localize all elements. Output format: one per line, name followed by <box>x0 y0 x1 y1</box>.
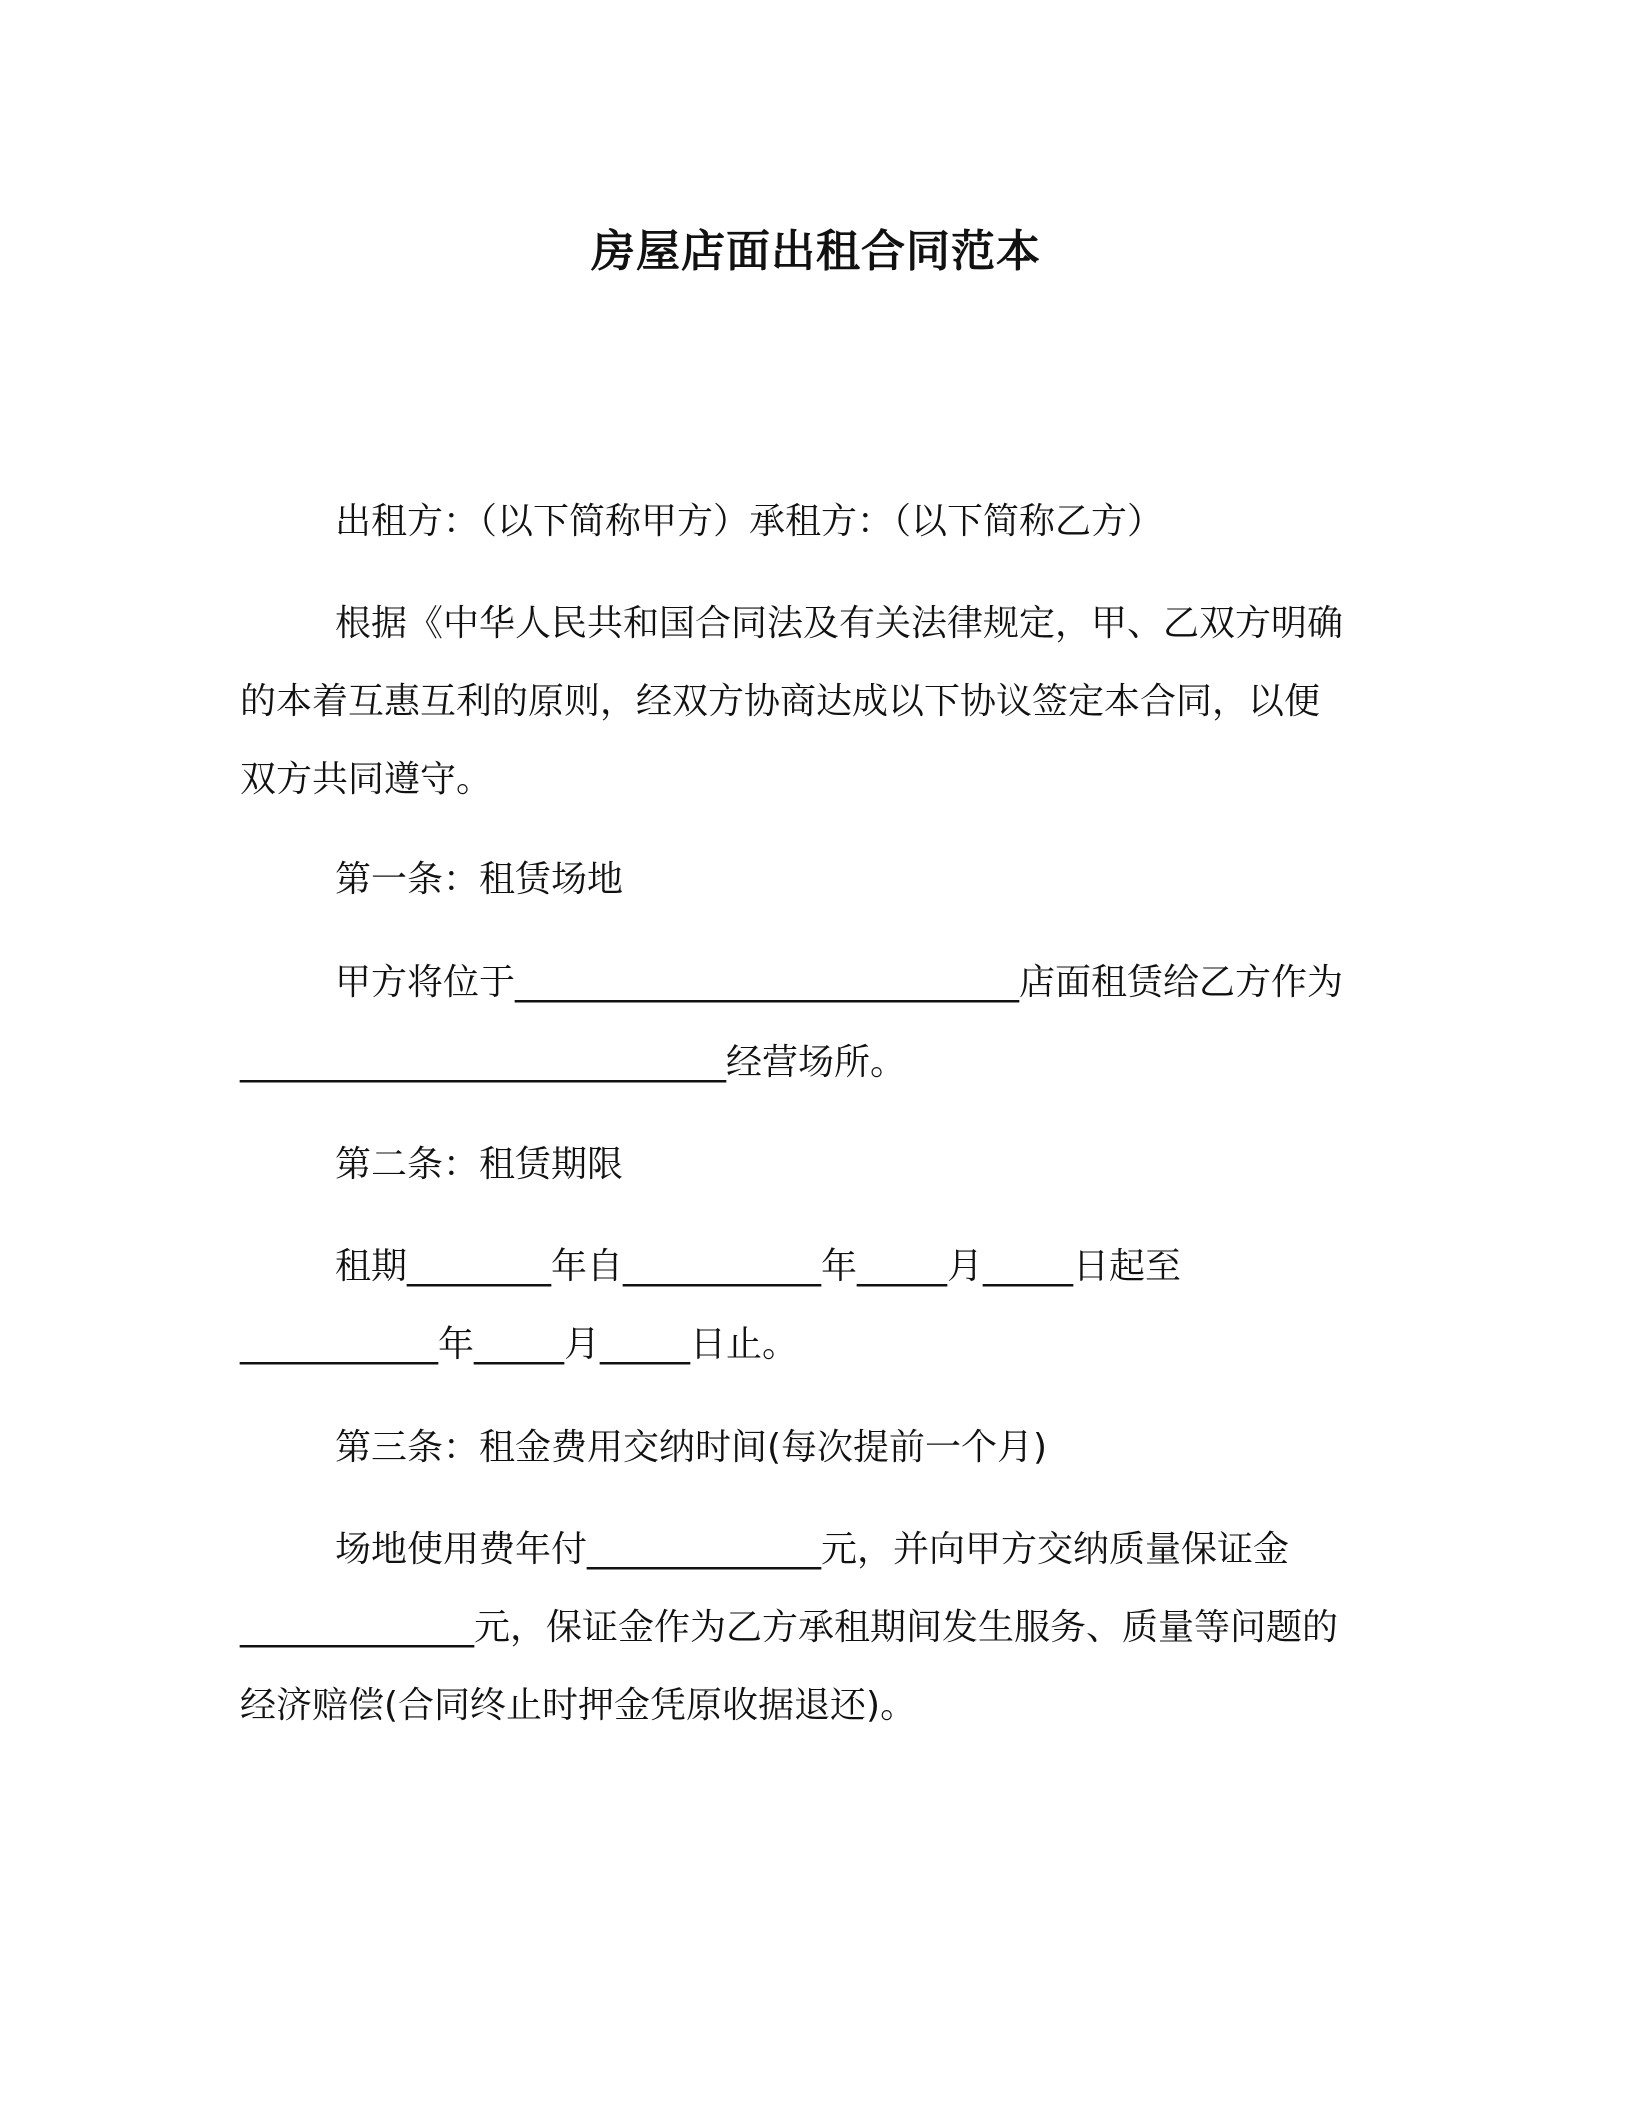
article-3-heading: 第三条：租金费用交纳时间(每次提前一个月) <box>335 1427 1048 1468</box>
document-title: 房屋店面出租合同范本 <box>591 226 1041 277</box>
article-3-line-1: 场地使用费年付_____________元，并向甲方交纳质量保证金 <box>335 1529 1290 1570</box>
article-3-line-2: _____________元，保证金作为乙方承租期间发生服务、质量等问题的 <box>240 1607 1339 1648</box>
parties-line: 出租方：（以下简称甲方）承租方：（以下简称乙方） <box>335 501 1164 542</box>
article-1-heading: 第一条：租赁场地 <box>335 859 624 900</box>
article-3-line-3: 经济赔偿(合同终止时押金凭原收据退还)。 <box>240 1685 917 1726</box>
article-2-line-2: ___________年_____月_____日止。 <box>240 1324 799 1365</box>
article-1-line-2: ___________________________经营场所。 <box>240 1042 907 1083</box>
article-1-line-1: 甲方将位于____________________________店面租赁给乙方作为 <box>335 962 1344 1003</box>
article-2-line-1: 租期________年自___________年_____月_____日起至 <box>335 1246 1182 1287</box>
article-2-heading: 第二条：租赁期限 <box>335 1144 624 1185</box>
preamble-line-3: 双方共同遵守。 <box>240 759 493 800</box>
preamble-line-2: 的本着互惠互利的原则，经双方协商达成以下协议签定本合同，以便 <box>240 681 1321 722</box>
preamble-line-1: 根据《中华人民共和国合同法及有关法律规定，甲、乙双方明确 <box>335 603 1344 644</box>
